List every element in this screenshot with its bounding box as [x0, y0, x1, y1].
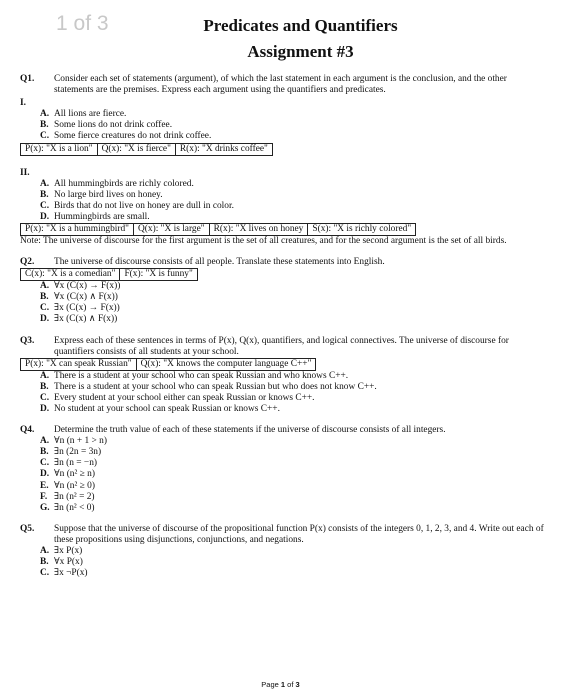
item-text: ∃n (n² = 2)	[54, 491, 95, 502]
question-number: Q3.	[20, 335, 35, 346]
item-text: No student at your school can speak Russian or knows C++.	[54, 403, 280, 414]
part-roman: II.	[20, 167, 30, 178]
question-4	[20, 425, 544, 436]
list-item	[20, 503, 544, 514]
question-number: Q2.	[20, 257, 35, 268]
item-text: Hummingbirds are small.	[54, 211, 150, 222]
predicate-definitions	[20, 358, 544, 371]
item-text: ∃n (2n = 3n)	[54, 447, 102, 458]
question-number: Q5.	[20, 523, 35, 534]
predicate-box: C(x): "X is a comedian"	[20, 268, 120, 281]
item-text: No large bird lives on honey.	[54, 189, 163, 200]
footer-current-page: 1	[280, 680, 286, 689]
item-letter: B.	[40, 189, 49, 200]
predicate-box: Q(x): "X is fierce"	[97, 143, 176, 156]
item-letter: A.	[40, 436, 50, 447]
list-item	[20, 568, 544, 579]
question-text: Express each of these sentences in terms of P(x), Q(x), quantifiers, and logical connectives. The universe of discourse for quantifiers consists of all students at your school.	[54, 335, 509, 357]
list-item	[20, 314, 544, 325]
list-item	[20, 303, 544, 314]
question-text: Consider each set of statements (argument), of which the last statement in each argument is the conclusion, and the other statements are the premises. Express each argument using the quantifiers and predicates.	[54, 74, 507, 96]
item-letter: F.	[40, 491, 48, 502]
item-text: All hummingbirds are richly colored.	[54, 178, 194, 189]
list-item	[20, 281, 544, 292]
list-item	[20, 546, 544, 557]
predicate-box: F(x): "X is funny"	[119, 268, 197, 281]
question-5	[20, 524, 544, 546]
item-letter: D.	[40, 314, 50, 325]
list-item	[20, 212, 544, 223]
item-text: ∃x (C(x) → F(x))	[54, 303, 120, 314]
item-letter: D.	[40, 469, 50, 480]
item-text: Birds that do not live on honey are dull in color.	[54, 200, 234, 211]
note-text: Note: The universe of discourse for the first argument is the set of all creatures, and for the second argument is the set of all birds.	[20, 236, 507, 247]
predicate-box: R(x): "X lives on honey	[209, 223, 309, 236]
question-1	[20, 74, 544, 96]
item-letter: C.	[40, 131, 50, 142]
question-text: The universe of discourse consists of all people. Translate these statements into English.	[54, 257, 385, 268]
item-text: ∀x P(x)	[54, 557, 83, 568]
item-letter: C.	[40, 458, 50, 469]
page-footer	[0, 680, 561, 689]
item-text: There is a student at your school who can speak Russian but who does not know C++.	[54, 381, 377, 392]
predicate-box: P(x): "X can speak Russian"	[20, 358, 137, 371]
item-text: There is a student at your school who can speak Russian and who knows C++.	[54, 370, 349, 381]
item-text: ∃n (n = −n)	[54, 458, 97, 469]
item-letter: B.	[40, 292, 49, 303]
item-letter: B.	[40, 557, 49, 568]
item-letter: E.	[40, 480, 49, 491]
item-letter: D.	[40, 211, 50, 222]
item-letter: C.	[40, 392, 50, 403]
item-text: ∃n (n² < 0)	[54, 502, 95, 513]
document-subtitle: Assignment #3	[247, 42, 354, 61]
item-letter: C.	[40, 200, 50, 211]
list-item	[20, 481, 544, 492]
question-number: Q1.	[20, 74, 35, 84]
list-item	[20, 436, 544, 447]
item-letter: B.	[40, 447, 49, 458]
item-letter: A.	[40, 178, 50, 189]
predicate-definitions	[20, 223, 544, 236]
item-letter: A.	[40, 546, 50, 556]
list-item	[20, 109, 544, 120]
list-item	[20, 404, 544, 415]
question-text: Determine the truth value of each of these statements if the universe of discourse consists of all integers.	[54, 425, 446, 436]
list-item	[20, 120, 544, 131]
question-number: Q4.	[20, 425, 35, 436]
predicate-box: Q(x): "X is large"	[133, 223, 210, 236]
item-text: ∃x ¬P(x)	[54, 568, 88, 579]
item-text: ∀x (C(x) → F(x))	[54, 281, 121, 292]
predicate-definitions	[20, 268, 544, 281]
list-item	[20, 179, 544, 190]
item-letter: B.	[40, 381, 49, 392]
predicate-box: Q(x): "X knows the computer language C++"	[136, 358, 317, 371]
item-letter: C.	[40, 303, 50, 314]
item-text: ∀n (n² ≥ n)	[54, 469, 95, 480]
item-text: ∀n (n + 1 > n)	[54, 436, 107, 447]
footer-prefix: Page	[261, 680, 281, 689]
item-text: Some lions do not drink coffee.	[54, 120, 173, 131]
item-text: ∀x (C(x) ∧ F(x))	[54, 292, 118, 303]
list-item	[20, 492, 544, 503]
item-letter: A.	[40, 370, 50, 381]
page-indicator: 1 of 3	[56, 12, 109, 35]
item-letter: D.	[40, 403, 50, 414]
item-text: Every student at your school either can speak Russian or knows C++.	[54, 392, 315, 403]
document-title: Predicates and Quantifiers	[203, 16, 398, 35]
predicate-box: P(x): "X is a lion"	[20, 143, 98, 156]
footer-mid: of	[285, 680, 296, 689]
predicate-box: S(x): "X is richly colored"	[307, 223, 416, 236]
list-item	[20, 131, 544, 142]
item-letter: G.	[40, 502, 50, 513]
list-item	[20, 393, 544, 404]
part-roman: I.	[20, 98, 26, 109]
list-item	[20, 292, 544, 303]
predicate-box: P(x): "X is a hummingbird"	[20, 223, 134, 236]
item-letter: C.	[40, 568, 50, 579]
list-item	[20, 190, 544, 201]
question-2	[20, 257, 544, 268]
predicate-box: R(x): "X drinks coffee"	[175, 143, 273, 156]
item-letter: A.	[40, 109, 50, 120]
item-text: Some fierce creatures do not drink coffee.	[54, 131, 212, 142]
list-item	[20, 447, 544, 458]
list-item	[20, 382, 544, 393]
list-item	[20, 371, 544, 382]
list-item	[20, 201, 544, 212]
list-item	[20, 458, 544, 469]
item-text: All lions are fierce.	[54, 109, 127, 120]
list-item	[20, 469, 544, 480]
list-item	[20, 557, 544, 568]
item-letter: B.	[40, 120, 49, 131]
item-text: ∃x (C(x) ∧ F(x))	[54, 314, 118, 325]
footer-total-pages: 3	[295, 680, 300, 689]
item-letter: A.	[40, 281, 50, 292]
item-text: ∃x P(x)	[54, 546, 83, 556]
item-text: ∀n (n² ≥ 0)	[54, 480, 95, 491]
question-text: Suppose that the universe of discourse of the propositional function P(x) consists of the integers 0, 1, 2, 3, and 4. Write out each of these propositions using disjunctions, conjunctions, and negations.	[54, 523, 544, 545]
document-body	[20, 74, 544, 579]
question-3	[20, 336, 544, 358]
predicate-definitions	[20, 143, 544, 156]
